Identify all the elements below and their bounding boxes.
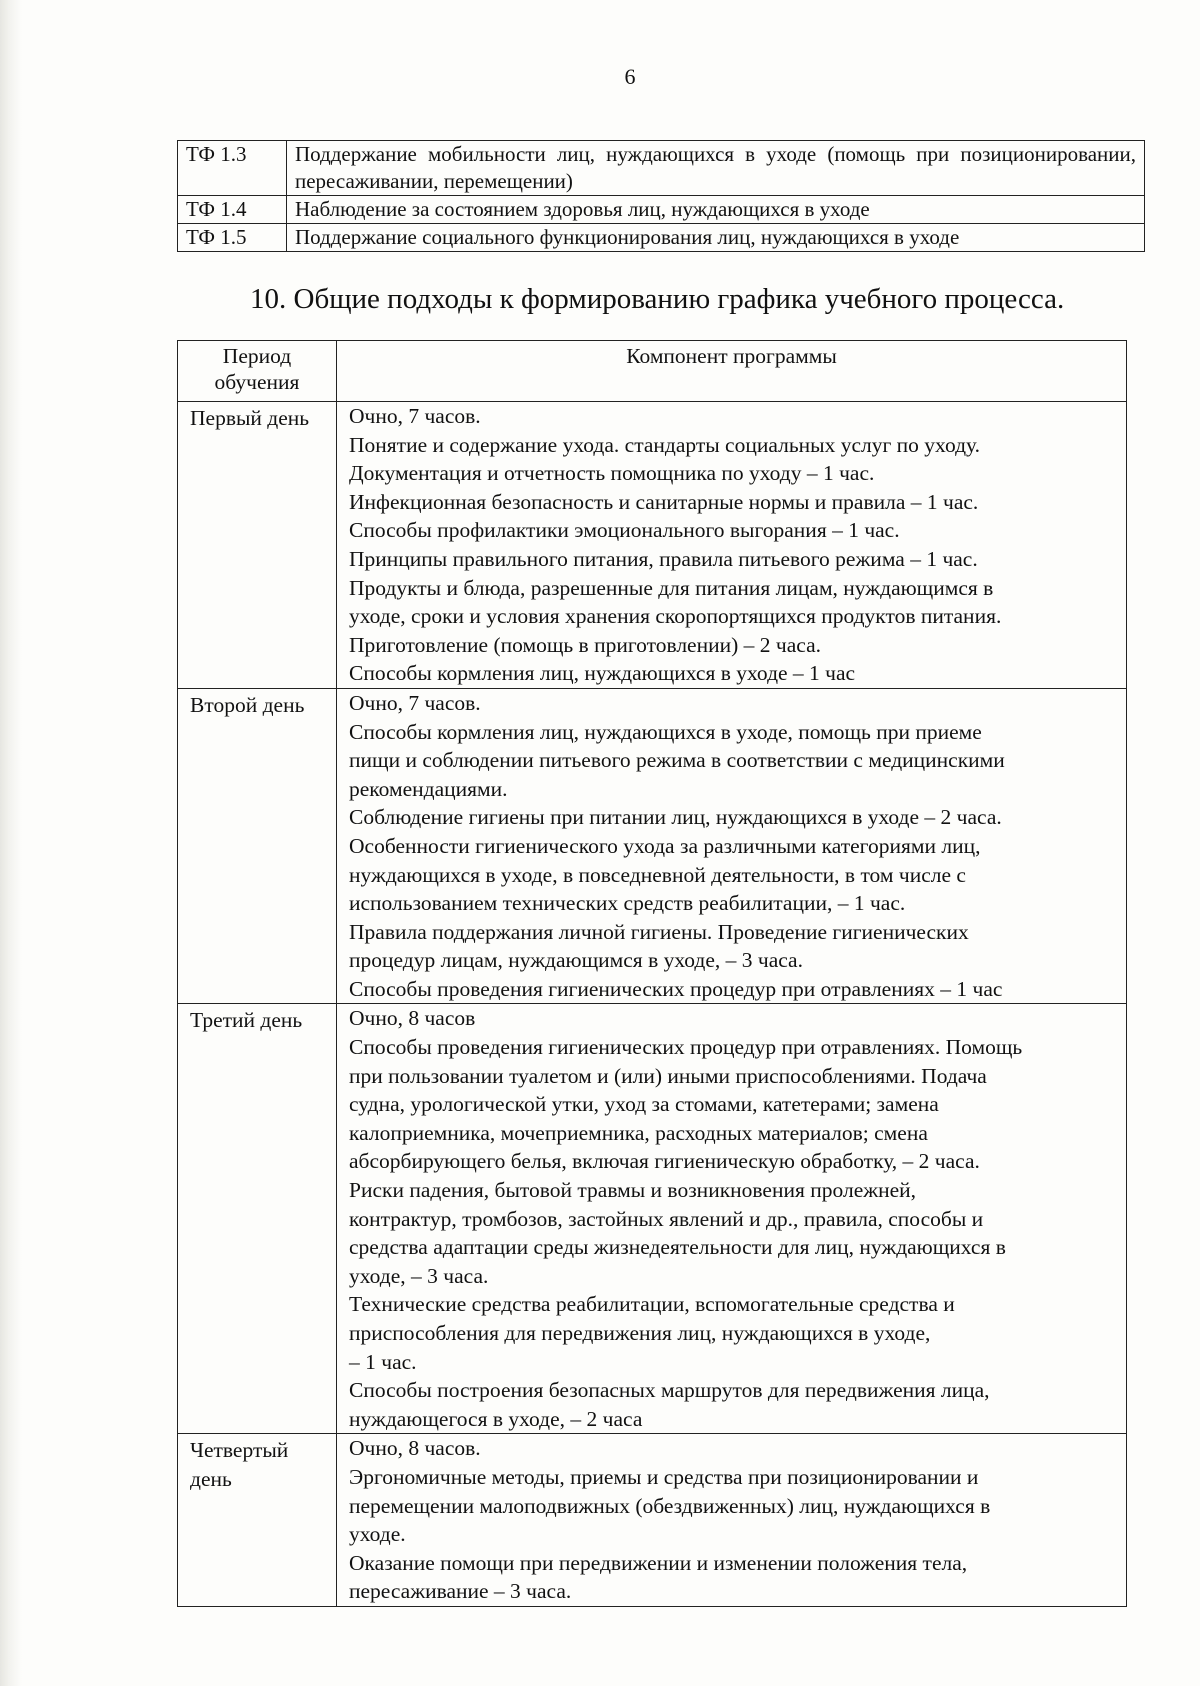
period-cell: Второй день	[178, 688, 337, 1004]
component-line: Инфекционная безопасность и санитарные нормы и правила – 1 час.	[349, 489, 979, 514]
component-line: нуждающихся в уходе, в повседневной деятельности, в том числе с	[349, 862, 966, 887]
table-row	[178, 224, 1145, 252]
period-header-line: обучения	[214, 370, 300, 394]
component-line: Способы профилактики эмоционального выгорания – 1 час.	[349, 518, 900, 543]
component-line: средства адаптации среды жизнедеятельности для лиц, нуждающихся в	[349, 1235, 1006, 1260]
table-header-row	[178, 341, 1127, 402]
table-row	[178, 141, 1145, 196]
component-line: рекомендациями.	[349, 776, 508, 801]
period-cell: Четвертый день	[178, 1434, 337, 1607]
table-row	[178, 402, 1127, 689]
component-line: Способы кормления лиц, нуждающихся в уходе, помощь при приеме	[349, 719, 982, 744]
component-line: Эргономичные методы, приемы и средства при позиционировании и	[349, 1464, 979, 1489]
table-row	[178, 196, 1145, 224]
component-line: – 1 час.	[349, 1349, 417, 1374]
component-line: Очно, 7 часов.	[349, 690, 481, 715]
component-line: пересаживание – 3 часа.	[349, 1579, 572, 1604]
component-line: уходе.	[349, 1522, 406, 1547]
component-header: Компонент программы	[337, 341, 1127, 402]
component-line: Особенности гигиенического ухода за различными категориями лиц,	[349, 833, 981, 858]
component-line: Соблюдение гигиены при питании лиц, нуждающихся в уходе – 2 часа.	[349, 805, 1002, 830]
tf-table	[177, 140, 1145, 252]
tf-description: Наблюдение за состоянием здоровья лиц, нуждающихся в уходе	[287, 196, 1145, 224]
period-header	[178, 341, 337, 402]
component-line: судна, урологической утки, уход за стомами, катетерами; замена	[349, 1092, 939, 1117]
component-cell	[337, 402, 1127, 689]
component-line: Способы построения безопасных маршрутов для передвижения лица,	[349, 1378, 990, 1403]
component-line: перемещении малоподвижных (обездвиженных) лиц, нуждающихся в	[349, 1493, 991, 1518]
period-cell: Первый день	[178, 402, 337, 689]
component-line: пищи и соблюдении питьевого режима в соответствии с медицинскими	[349, 748, 1005, 773]
component-line: Способы проведения гигиенических процедур при отравлениях – 1 час	[349, 976, 1003, 1001]
component-line: уходе, – 3 часа.	[349, 1263, 489, 1288]
component-line: Очно, 8 часов.	[349, 1436, 481, 1461]
component-line: Способы проведения гигиенических процедур при отравлениях. Помощь	[349, 1035, 1023, 1060]
schedule-table	[177, 340, 1127, 1607]
component-line: контрактур, тромбозов, застойных явлений и др., правила, способы и	[349, 1206, 984, 1231]
period-cell: Третий день	[178, 1004, 337, 1434]
tf-code: ТФ 1.4	[178, 196, 287, 224]
component-line: Очно, 7 часов.	[349, 404, 481, 428]
component-line: Принципы правильного питания, правила питьевого режима – 1 час.	[349, 546, 978, 571]
component-line: Технические средства реабилитации, вспомогательные средства и	[349, 1292, 955, 1317]
component-line: Документация и отчетность помощника по уходу – 1 час.	[349, 461, 875, 486]
component-line: Способы кормления лиц, нуждающихся в уходе – 1 час	[349, 661, 856, 686]
period-header-line: Период	[222, 344, 292, 368]
component-line: Правила поддержания личной гигиены. Проведение гигиенических	[349, 919, 969, 944]
schedule-body	[178, 402, 1127, 1607]
component-line: Приготовление (помощь в приготовлении) – 2 часа.	[349, 632, 821, 657]
page-number: 6	[624, 64, 636, 89]
component-line: нуждающегося в уходе, – 2 часа	[349, 1406, 643, 1431]
component-line: приспособления для передвижения лиц, нуждающихся в уходе,	[349, 1321, 931, 1345]
component-line: уходе, сроки и условия хранения скоропортящихся продуктов питания.	[349, 604, 1002, 629]
table-row	[178, 688, 1127, 1004]
component-line: Оказание помощи при передвижении и изменении положения тела,	[349, 1550, 968, 1575]
component-line: калоприемника, мочеприемника, расходных материалов; смена	[349, 1120, 928, 1145]
tf-description: Поддержание мобильности лиц, нуждающихся в уходе (помощь при позиционировании, пересаживании, перемещении)	[287, 141, 1145, 196]
table-row	[178, 1004, 1127, 1434]
table-row	[178, 1434, 1127, 1607]
component-line: Продукты и блюда, разрешенные для питания лицам, нуждающимся в	[349, 575, 994, 600]
tf-code: ТФ 1.3	[178, 141, 287, 196]
scan-edge	[0, 0, 22, 1686]
component-line: Риски падения, бытовой травмы и возникновения пролежней,	[349, 1178, 917, 1203]
component-line: Понятие и содержание ухода. стандарты социальных услуг по уходу.	[349, 432, 981, 457]
component-line: процедур лицам, нуждающимся в уходе, – 3 часа.	[349, 948, 803, 973]
component-line: абсорбирующего белья, включая гигиеническую обработку, – 2 часа.	[349, 1149, 980, 1174]
section-heading: 10. Общие подходы к формированию графика учебного процесса.	[250, 283, 1065, 315]
component-line: при пользовании туалетом и (или) иными приспособлениями. Подача	[349, 1063, 987, 1088]
component-line: Очно, 8 часов	[349, 1006, 476, 1031]
component-cell	[337, 1434, 1127, 1607]
component-line: использованием технических средств реабилитации, – 1 час.	[349, 891, 906, 916]
tf-code: ТФ 1.5	[178, 224, 287, 252]
tf-description: Поддержание социального функционирования лиц, нуждающихся в уходе	[287, 224, 1145, 252]
component-cell	[337, 688, 1127, 1004]
component-cell	[337, 1004, 1127, 1434]
